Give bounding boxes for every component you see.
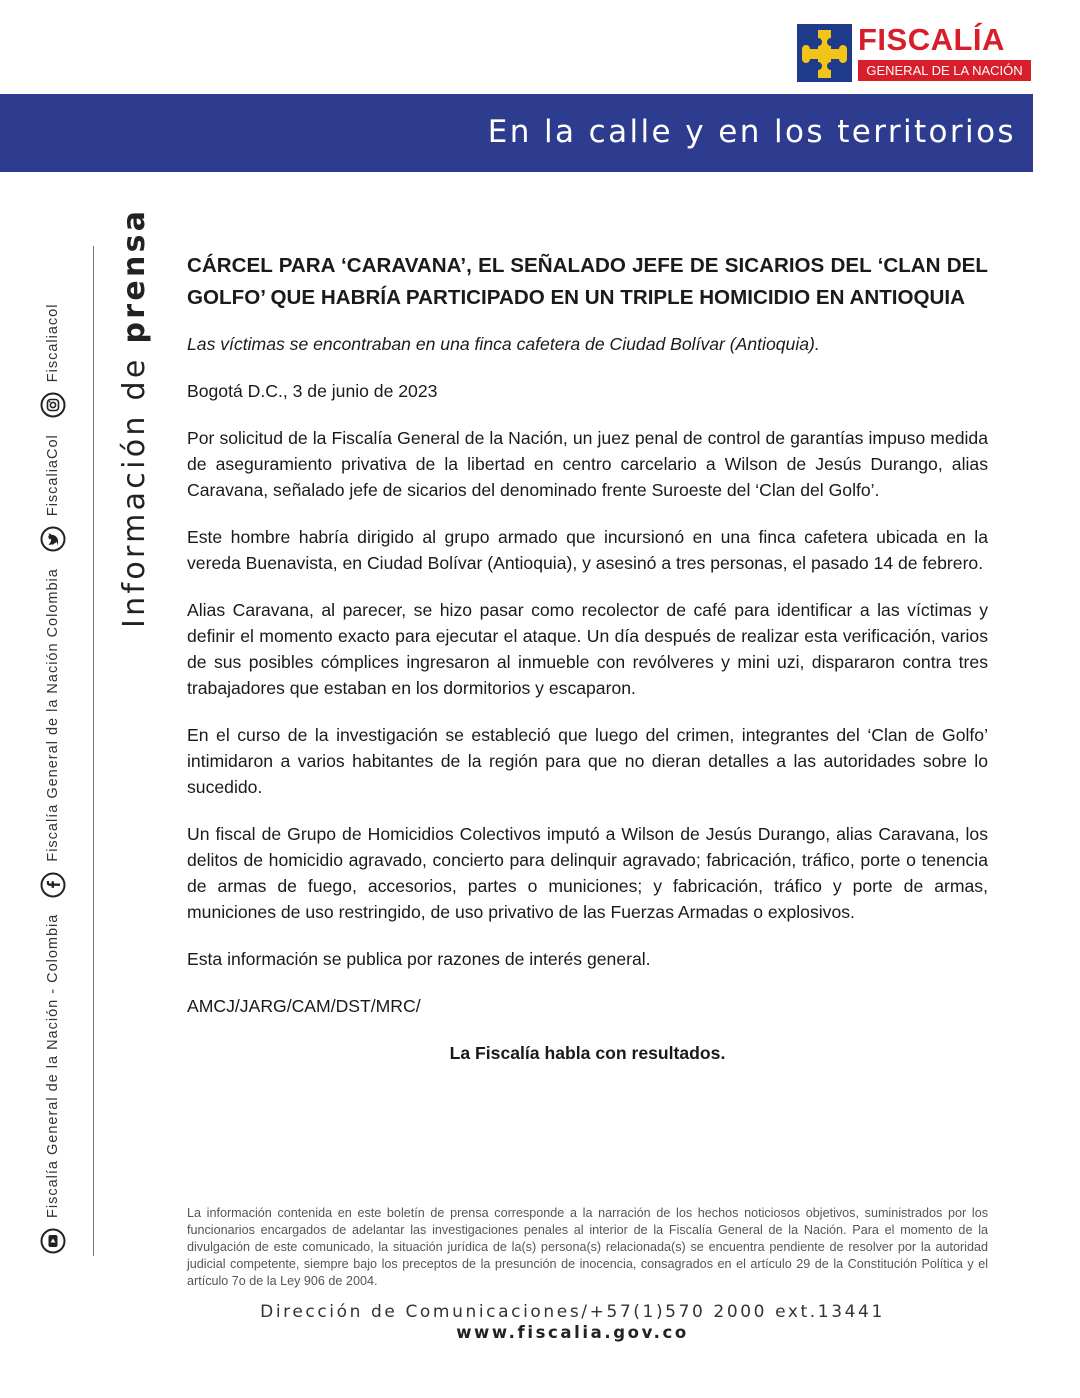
emblem-icon (797, 24, 852, 82)
section-label-bold: prensa (117, 207, 152, 344)
paragraph: Un fiscal de Grupo de Homicidios Colectivos imputó a Wilson de Jesús Durango, alias Caravana, los delitos de homicidio agravado, concierto para delinquir agravado; fabricación, tráfico, porte o tenencia de armas de fuego, accesorios, partes o municiones; y fabricación, tráfico y porte de armas, municiones de uso restringido, de uso privativo de las Fuerzas Armadas o explosivos. (187, 824, 988, 922)
logo-subtitle: GENERAL DE LA NACIÓN (858, 60, 1031, 81)
paragraph: Esta información se publica por razones de interés general. (187, 949, 651, 969)
section-label (117, 207, 157, 628)
youtube-icon[interactable] (38, 1226, 68, 1256)
sidebar-divider (93, 246, 94, 1256)
paragraph: Por solicitud de la Fiscalía General de la Nación, un juez penal de control de garantías impuso medida de aseguramiento privativa de la libertad en centro carcelario a Wilson de Jesús Durango, alias Caravana, señalado jefe de sicarios del denominado frente Suroeste del ‘Clan del Golfo’. (187, 428, 988, 500)
dateline: Bogotá D.C., 3 de junio de 2023 (187, 381, 438, 401)
subtitle: Las víctimas se encontraban en una finca cafetera de Ciudad Bolívar (Antioquia). (187, 334, 820, 354)
paragraph: En el curso de la investigación se estableció que luego del crimen, integrantes del ‘Clan de Golfo’ intimidaron a varios habitantes de la región para que no dieran detalles a las autoridades sobre lo sucedido. (187, 725, 988, 797)
social-label-twitter[interactable]: FiscaliaCol (45, 434, 61, 517)
social-label-facebook[interactable]: Fiscalía General de la Nación Colombia (45, 568, 61, 862)
social-label-instagram[interactable]: Fiscaliacol (45, 303, 61, 383)
twitter-icon[interactable] (38, 524, 68, 554)
footer-contact: Dirección de Comunicaciones/+57(1)570 2000 ext.13441 (260, 1302, 885, 1322)
fiscalia-logo (797, 24, 1033, 84)
section-label-light: Información de (117, 343, 152, 628)
press-release (187, 250, 988, 1087)
headline: CÁRCEL PARA ‘CARAVANA’, EL SEÑALADO JEFE DE SICARIOS DEL ‘CLAN DEL GOLFO’ QUE HABRÍA PARTICIPADO EN UN TRIPLE HOMICIDIO EN ANTIOQUIA (187, 254, 988, 309)
logo-title: FISCALÍA (858, 22, 1005, 57)
social-label-youtube[interactable]: Fiscalía General de la Nación - Colombia (45, 913, 61, 1218)
paragraph: Este hombre habría dirigido al grupo armado que incursionó en una finca cafetera ubicada en la vereda Buenavista, en Ciudad Bolívar (Antioquia), y asesinó a tres personas, el pasado 14 de febrero. (187, 527, 988, 573)
footer-website[interactable]: www.fiscalia.gov.co (456, 1323, 689, 1342)
instagram-icon[interactable] (38, 390, 68, 420)
facebook-icon[interactable] (38, 870, 68, 900)
disclaimer: La información contenida en este boletín de prensa corresponde a la narración de los hechos noticiosos objetivos, suministrados por los funcionarios encargados de adelantar las investigaciones penales al interior de la Fiscalía General de la Nación. Para el momento de la divulgación de este comunicado, la situación jurídica de la(s) persona(s) relacionada(s) se encuentra pendiente de resolver por la autoridad judicial competente, siempre bajo los preceptos de la presunción de inocencia, consagrados en el artículo 29 de la Constitución Política y el artículo 7o de la Ley 906 de 2004. (187, 1206, 988, 1288)
paragraph: Alias Caravana, al parecer, se hizo pasar como recolector de café para identificar a las víctimas y definir el momento exacto para ejecutar el ataque. Un día después de realizar esta verificación, varios de sus posibles cómplices ingresaron al inmueble con revólveres y mini uzi, dispararon contra tres trabajadores que estaban en los dormitorios y escaparon. (187, 600, 988, 698)
slogan: La Fiscalía habla con resultados. (449, 1043, 726, 1063)
banner-slogan: En la calle y en los territorios (487, 114, 1016, 150)
header-banner (0, 94, 1033, 172)
initials: AMCJ/JARG/CAM/DST/MRC/ (187, 996, 421, 1016)
